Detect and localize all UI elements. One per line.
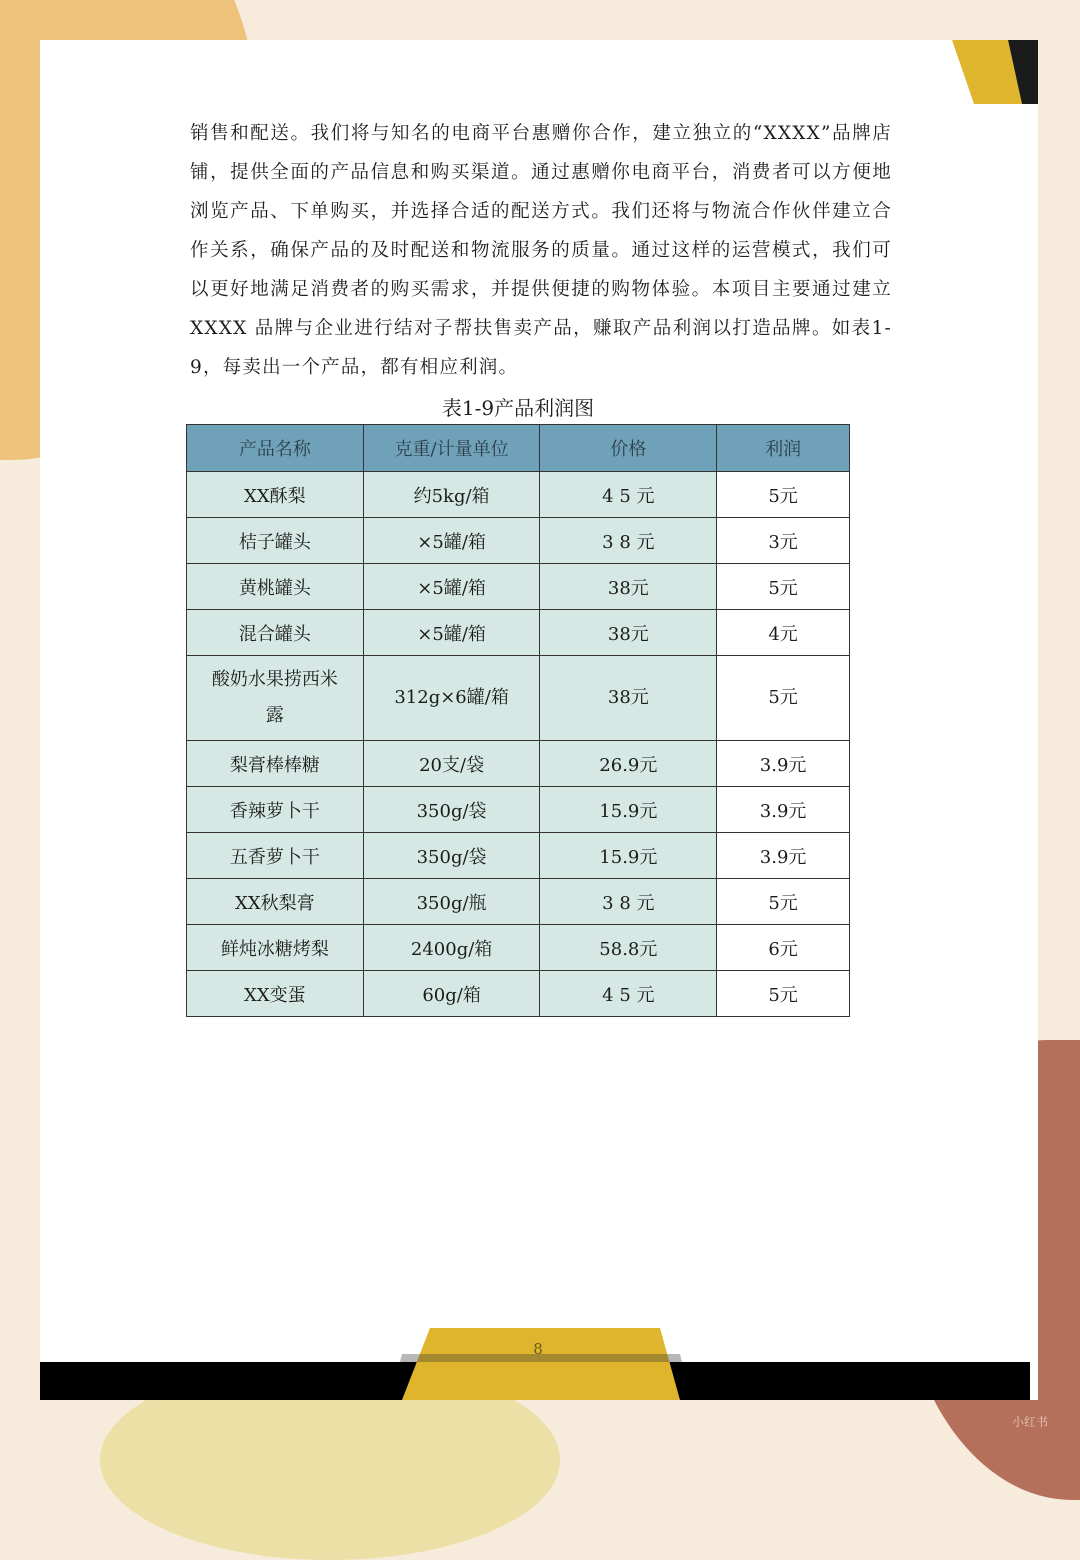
table-row bbox=[187, 564, 850, 610]
header-product-name: 产品名称 bbox=[187, 425, 364, 472]
cell-weight: 350g/瓶 bbox=[363, 879, 540, 925]
cell-product: XX变蛋 bbox=[187, 971, 364, 1017]
cell-profit: 6元 bbox=[717, 925, 850, 971]
table-row bbox=[187, 787, 850, 833]
cell-price: 4 5 元 bbox=[540, 472, 717, 518]
cell-profit: 3.9元 bbox=[717, 741, 850, 787]
profit-table bbox=[186, 424, 850, 1017]
cell-product: 桔子罐头 bbox=[187, 518, 364, 564]
cell-price: 15.9元 bbox=[540, 787, 717, 833]
header-price: 价格 bbox=[540, 425, 717, 472]
footer-decoration bbox=[40, 1328, 1038, 1400]
cell-profit: 3元 bbox=[717, 518, 850, 564]
table-row bbox=[187, 971, 850, 1017]
cell-price: 38元 bbox=[540, 564, 717, 610]
cell-profit: 5元 bbox=[717, 472, 850, 518]
cell-price: 26.9元 bbox=[540, 741, 717, 787]
cell-price: 38元 bbox=[540, 610, 717, 656]
cell-price: 15.9元 bbox=[540, 833, 717, 879]
table-row bbox=[187, 833, 850, 879]
table-title: 表1-9产品利润图 bbox=[441, 396, 595, 420]
cell-price: 58.8元 bbox=[540, 925, 717, 971]
table-row bbox=[187, 741, 850, 787]
cell-weight: ×5罐/箱 bbox=[363, 564, 540, 610]
cell-weight: 约5kg/箱 bbox=[363, 472, 540, 518]
cell-profit: 5元 bbox=[717, 656, 850, 741]
table-row bbox=[187, 656, 850, 741]
cell-weight: 350g/袋 bbox=[363, 833, 540, 879]
cell-product: 酸奶水果捞西米露 bbox=[187, 656, 364, 741]
header-profit: 利润 bbox=[717, 425, 850, 472]
cell-price: 38元 bbox=[540, 656, 717, 741]
cell-price: 3 8 元 bbox=[540, 879, 717, 925]
cell-product: 香辣萝卜干 bbox=[187, 787, 364, 833]
table-row bbox=[187, 518, 850, 564]
cell-product: 鲜炖冰糖烤梨 bbox=[187, 925, 364, 971]
page-number: 8 bbox=[533, 1340, 543, 1358]
cell-product: 梨膏棒棒糖 bbox=[187, 741, 364, 787]
document-page bbox=[40, 40, 1038, 1400]
cell-weight: 2400g/箱 bbox=[363, 925, 540, 971]
cell-weight: 350g/袋 bbox=[363, 787, 540, 833]
table-row bbox=[187, 472, 850, 518]
cell-weight: ×5罐/箱 bbox=[363, 610, 540, 656]
cell-profit: 5元 bbox=[717, 971, 850, 1017]
cell-weight: 20支/袋 bbox=[363, 741, 540, 787]
cell-profit: 3.9元 bbox=[717, 833, 850, 879]
cell-weight: 312g×6罐/箱 bbox=[363, 656, 540, 741]
cell-price: 3 8 元 bbox=[540, 518, 717, 564]
table-row bbox=[187, 879, 850, 925]
cell-product: XX秋梨膏 bbox=[187, 879, 364, 925]
table-row bbox=[187, 610, 850, 656]
cell-product: 五香萝卜干 bbox=[187, 833, 364, 879]
cell-profit: 5元 bbox=[717, 564, 850, 610]
cell-profit: 4元 bbox=[717, 610, 850, 656]
table-row bbox=[187, 925, 850, 971]
cell-product: XX酥梨 bbox=[187, 472, 364, 518]
table-header-row bbox=[187, 425, 850, 472]
cell-weight: ×5罐/箱 bbox=[363, 518, 540, 564]
header-weight-unit: 克重/计量单位 bbox=[363, 425, 540, 472]
cell-profit: 5元 bbox=[717, 879, 850, 925]
cell-product: 黄桃罐头 bbox=[187, 564, 364, 610]
corner-decoration bbox=[952, 40, 1038, 104]
cell-weight: 60g/箱 bbox=[363, 971, 540, 1017]
cell-product: 混合罐头 bbox=[187, 610, 364, 656]
body-paragraph: 销售和配送。我们将与知名的电商平台惠赠你合作，建立独立的“XXXX”品牌店铺，提供全面的产品信息和购买渠道。通过惠赠你电商平台，消费者可以方便地浏览产品、下单购买，并选择合适的配送方式。我们还将与物流合作伙伴建立合作关系，确保产品的及时配送和物流服务的质量。通过这样的运营模式，我们可以更好地满足消费者的购买需求，并提供便捷的购物体验。本项目主要通过建立XXXX 品牌与企业进行结对子帮扶售卖产品，赚取产品利润以打造品牌。如表1-9，每卖出一个产品，都有相应利润。 bbox=[190, 123, 892, 378]
cell-price: 4 5 元 bbox=[540, 971, 717, 1017]
watermark-text: 小红书 bbox=[1011, 1415, 1048, 1429]
cell-profit: 3.9元 bbox=[717, 787, 850, 833]
